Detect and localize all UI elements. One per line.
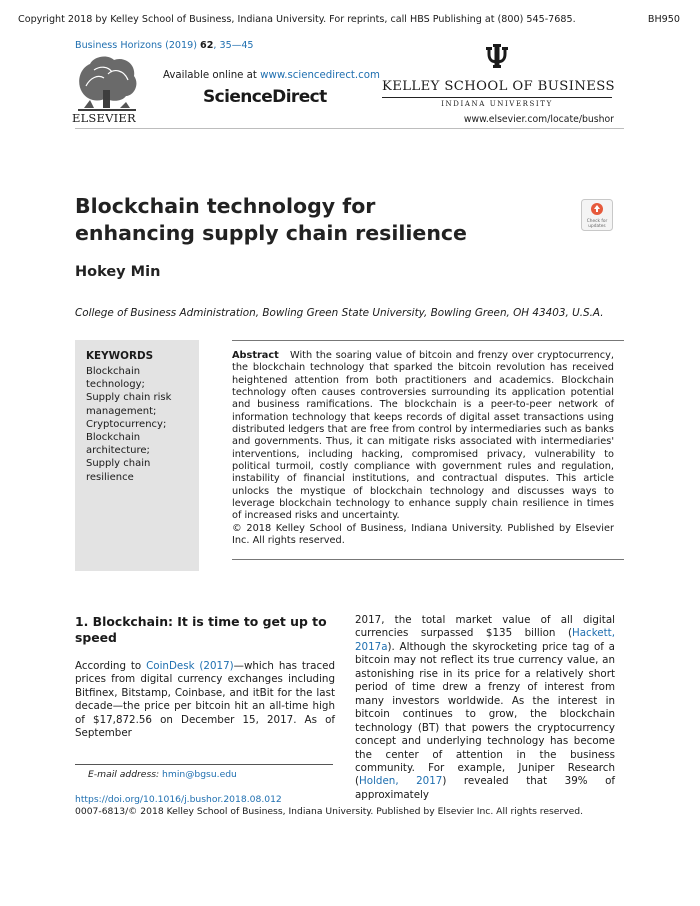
abstract-text: With the soaring value of bitcoin and frenzy over cryptocurrency, the blockchain technology that sparked the bitcoin revolution has received heightened attention from both practitioners and academics. Blockchain technology often causes controversies surrounding its application potential and business ramifications. The blockchain is a peer-to-peer network of information technology that keeps records of digital asset transactions using distributed ledgers that are free from control by intermediaries such as banks and governments. Thus, it can mitigate risks associated with intermediaries' interventions, including hacking, compromised privacy, vulnerability to political turmoil, costly compliance with government rules and regulation, instability of financial institutions, and contractual disputes. This article unlocks the mystique of blockchain technology and discusses ways to leverage blockchain technology to enhance supply chain resilience in times of increased risks and uncertainty. <box>232 350 614 522</box>
article-code: BH950 <box>647 14 680 25</box>
doi-link[interactable]: https://doi.org/10.1016/j.bushor.2018.08.012 <box>75 794 282 805</box>
keyword-item: Supply chain risk management; <box>86 392 172 417</box>
abstract <box>232 350 614 548</box>
citation-holden[interactable]: Holden, 2017 <box>359 775 443 788</box>
badge-text-2: updates <box>588 224 606 229</box>
available-prefix: Available online at <box>163 70 257 81</box>
abstract-copyright: © 2018 Kelley School of Business, Indiana University. Published by Elsevier Inc. All rights reserved. <box>232 522 614 547</box>
footnote-email <box>88 769 237 780</box>
article-title: Blockchain technology for enhancing supply chain resilience <box>75 194 467 245</box>
keyword-item: Blockchain technology; <box>86 366 145 391</box>
iu-trident-icon <box>484 42 510 70</box>
body-text: 2017, the total market value of all digital currencies surpassed $135 billion ( <box>355 614 615 640</box>
available-online <box>163 70 380 81</box>
footnote-rule <box>75 764 333 765</box>
header-divider <box>75 128 624 129</box>
keyword-item: Supply chain resilience <box>86 458 151 483</box>
body-text: According to <box>75 660 147 672</box>
kelley-divider <box>382 97 612 98</box>
sciencedirect-logo: ScienceDirect <box>203 87 327 107</box>
abstract-top-rule <box>232 340 624 341</box>
check-for-updates-badge[interactable] <box>581 199 613 231</box>
email-link[interactable]: hmin@bgsu.edu <box>162 769 237 780</box>
email-label: E-mail address: <box>88 769 160 780</box>
body-text: —which has traced prices from digital currency exchanges including Bitfinex, Bitstamp, Coinbase, and itBit for the last decade—the price per bitcoin hit an all-time high of $17,872.56 on December 15, 2017. As of September <box>75 660 335 740</box>
journal-name[interactable]: Business Horizons (2019) <box>75 40 197 51</box>
citation-coindesk[interactable]: CoinDesk (2017) <box>146 660 234 672</box>
journal-volume[interactable]: 62 <box>200 40 214 51</box>
body-text: ). Although the skyrocketing price tag of a bitcoin may not reflect its true currency value, an astonishing rise in its price for a relatively short period of time drew a frenzy of interest from many investors worldwide. As the interest in bitcoin continues to grow, the blockchain technology (BT) that powers the cryptocurrency concept and underlying technology has become the center of attention in the business community. For example, Juniper Research ( <box>355 640 615 788</box>
abstract-label: Abstract <box>232 350 279 361</box>
body-column-right <box>355 614 615 802</box>
body-column-left <box>75 660 335 741</box>
badge-text-1: Check for <box>586 219 608 224</box>
elsevier-wordmark: ELSEVIER <box>72 111 136 125</box>
journal-citation[interactable]: Business Horizons (2019) 62, 35—45 <box>75 40 254 51</box>
issn-line: 0007-6813/© 2018 Kelley School of Business, Indiana University. Published by Elsevier Inc. All rights reserved. <box>75 806 584 817</box>
keywords-title: KEYWORDS <box>86 350 154 362</box>
citation-hackett[interactable]: Hackett, 2017a <box>355 627 615 653</box>
section-heading: 1. Blockchain: It is time to get up to speed <box>75 614 327 645</box>
keyword-item: Blockchain architecture; <box>86 432 150 457</box>
indiana-university: INDIANA UNIVERSITY <box>441 100 553 108</box>
journal-url[interactable]: www.elsevier.com/locate/bushor <box>463 114 614 125</box>
keyword-item: Cryptocurrency; <box>86 418 167 430</box>
body-text: ) revealed that 39% of approximately <box>355 775 615 801</box>
copyright-line: Copyright 2018 by Kelley School of Business, Indiana University. For reprints, call HBS Publishing at (800) 545-7685. <box>18 14 576 25</box>
author-name: Hokey Min <box>75 264 161 280</box>
journal-pages[interactable]: 35—45 <box>219 40 254 51</box>
abstract-bottom-rule <box>232 559 624 560</box>
author-affiliation: College of Business Administration, Bowling Green State University, Bowling Green, OH 43403, U.S.A. <box>75 307 604 319</box>
sciencedirect-link[interactable]: www.sciencedirect.com <box>260 70 380 81</box>
keywords-list <box>86 365 198 484</box>
kelley-school-name: KELLEY SCHOOL OF BUSINESS <box>382 79 615 94</box>
